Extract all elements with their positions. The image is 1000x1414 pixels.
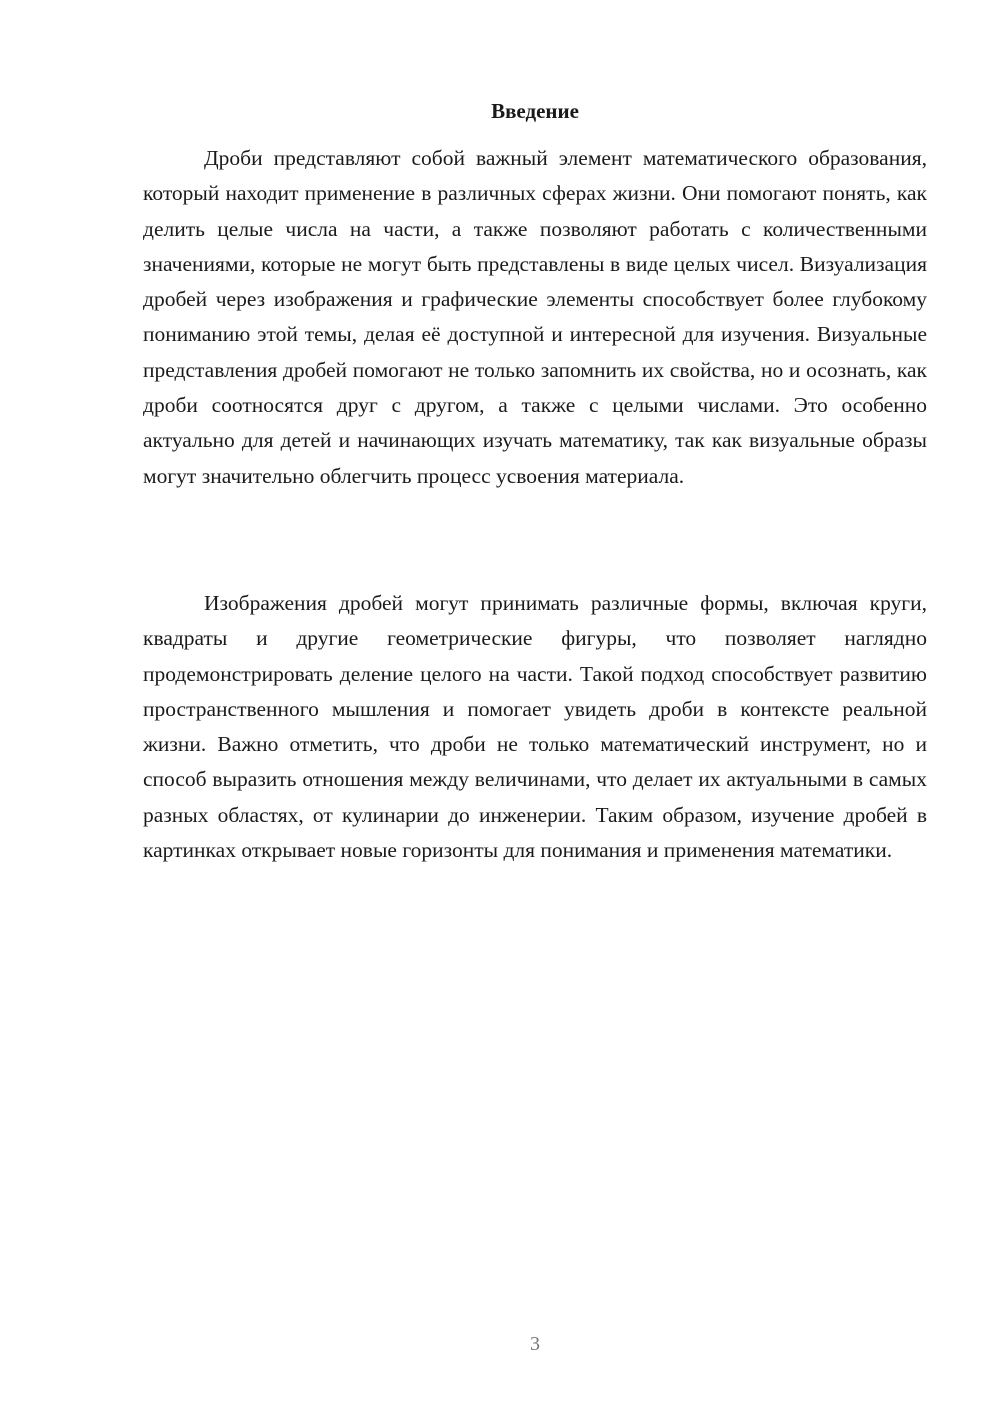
page-number: 3 — [530, 1333, 540, 1355]
paragraph-introduction-2: Изображения дробей могут принимать различные формы, включая круги, квадраты и другие геометрические фигуры, что позволяет наглядно продемонстрировать деление целого на части. Такой подход способствует развитию пространственного мышления и помогает увидеть дроби в контексте реальной жизни. Важно отметить, что дроби не только математический инструмент, но и способ выразить отношения между величинами, что делает их актуальными в самых разных областях, от кулинарии до инженерии. Таким образом, изучение дробей в картинках открывает новые горизонты для понимания и применения математики. — [143, 591, 927, 863]
paragraph-introduction-1: Дроби представляют собой важный элемент математического образования, который находит применение в различных сферах жизни. Они помогают понять, как делить целые числа на части, а также позволяют работать с количественными значениями, которые не могут быть представлены в виде целых чисел. Визуализация дробей через изображения и графические элементы способствует более глубокому пониманию этой темы, делая её доступной и интересной для изучения. Визуальные представления дробей помогают не только запомнить их свойства, но и осознать, как дроби соотносятся друг с другом, а также с целыми числами. Это особенно актуально для детей и начинающих изучать математику, так как визуальные образы могут значительно облегчить процесс усвоения материала. — [143, 146, 927, 488]
section-heading: Введение — [491, 99, 579, 123]
